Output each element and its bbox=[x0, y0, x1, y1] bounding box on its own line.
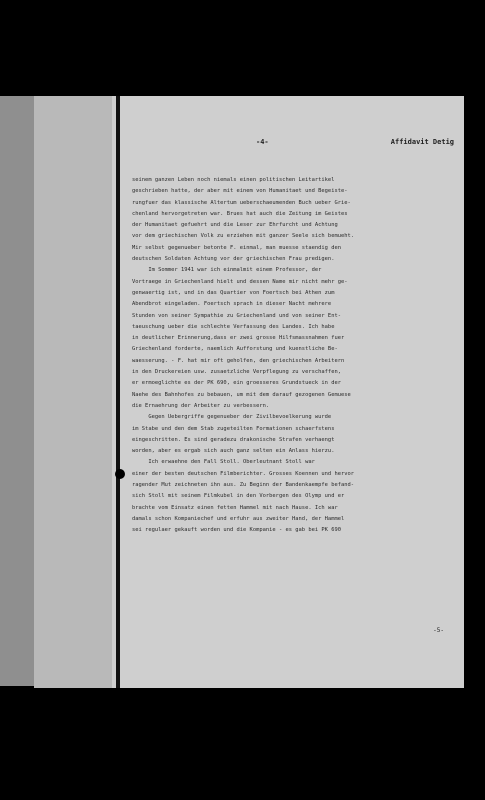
page-left-margin bbox=[34, 96, 114, 688]
text-line: Vortraege in Griechenland hielt und dessen Name mir nicht mehr ge- bbox=[132, 278, 348, 285]
text-line: chenland hervorgetreten war. Brues hat auch die Zeitung im Geistes bbox=[132, 210, 348, 217]
text-line: der Humanitaet gefuehrt und die Leser zur Ehrfurcht und Achtung bbox=[132, 222, 338, 229]
text-line: sich Stoll mit seinem Filmkubel in den Vorbergen des Olymp und er bbox=[132, 493, 345, 500]
text-line: deutschen Soldaten Achtung vor der griechischen Frau predigen. bbox=[132, 256, 335, 263]
text-line: brachte vom Einsatz einen fetten Hammel mit nach Hause. Ich war bbox=[132, 504, 338, 511]
document-title: Affidavit Detig bbox=[390, 138, 454, 146]
binding-edge bbox=[116, 96, 120, 688]
text-line: genwaertig ist, und in das Quartier von Foertsch bei Athen zum bbox=[132, 289, 335, 296]
text-line: vor dem griechischen Volk zu erziehen mit ganzer Seele sich bemueht. bbox=[132, 233, 355, 240]
text-line: Abendbrot eingeladen. Foertsch sprach in dieser Nacht mehrere bbox=[132, 301, 332, 308]
text-line: damals schon Kompaniechef und erfuhr aus zweiter Hand, der Hammel bbox=[132, 515, 345, 522]
next-page-marker: -5- bbox=[433, 627, 444, 634]
text-line: ragender Mut zeichneten ihn aus. Zu Beginn der Bandenkaempfe befand- bbox=[132, 482, 355, 489]
text-line: Mir selbst gegenueber betonte F. einmal, man muesse staendig den bbox=[132, 244, 341, 251]
text-line: Stunden von seiner Sympathie zu Griechenland und von seiner Ent- bbox=[132, 312, 341, 319]
page-number: -4- bbox=[256, 138, 269, 146]
text-line: geschrieben hatte, der aber mit einem von Humanitaet und Begeiste- bbox=[132, 188, 348, 195]
page-header bbox=[112, 138, 464, 150]
text-line: Griechenland forderte, naemlich Aufforstung und kuenstliche Be- bbox=[132, 346, 338, 353]
text-line: Im Sommer 1941 war ich einmalmit einem Professor, der bbox=[132, 267, 322, 274]
text-line: sei regulaer gekauft worden und die Kompanie - es gab bei PK 690 bbox=[132, 527, 341, 534]
text-line: Ich erwaehne den Fall Stoll. Oberleutnant Stoll war bbox=[132, 459, 315, 466]
text-line: die Ernaehrung der Arbeiter zu verbessern. bbox=[132, 402, 270, 409]
text-line: Gegen Uebergriffe gegenueber der Zivilbevoelkerung wurde bbox=[132, 414, 332, 421]
text-line: in deutlicher Erinnerung,dass er zwei grosse Hilfsmassnahmen fuer bbox=[132, 335, 345, 342]
text-line: rungfuer das klassische Altertum ueberschaeumenden Buch ueber Grie- bbox=[132, 199, 351, 206]
text-line: im Stabe und den dem Stab zugeteilten Formationen schaerfstens bbox=[132, 425, 335, 432]
text-line: seinem ganzen Leben noch niemals einen politischen Leitartikel bbox=[132, 177, 335, 183]
text-line: eingeschritten. Es sind geradezu drakonische Strafen verhaengt bbox=[132, 436, 335, 443]
text-line: einer der besten deutschen Filmberichter. Grosses Koennen und hervor bbox=[132, 470, 355, 477]
text-line: worden, aber es ergab sich auch ganz selten ein Anlass hierzu. bbox=[132, 448, 335, 455]
text-line: Naehe des Bahnhofes zu bebauen, um mit dem darauf gezogenen Gemuese bbox=[132, 391, 351, 398]
document-page bbox=[112, 96, 464, 688]
text-line: in den Druckereien usw. zusaetzliche Verpflegung zu verschaffen, bbox=[132, 369, 341, 376]
text-line: taeuschung ueber die schlechte Verfassung des Landes. Ich habe bbox=[132, 323, 335, 330]
body-text bbox=[132, 175, 458, 537]
text-line: er ermoeglichte es der PK 690, ein groesseres Grundstueck in der bbox=[132, 380, 341, 387]
punch-hole bbox=[115, 469, 125, 479]
text-line: waesserung. - F. hat mir oft geholfen, den griechischen Arbeitern bbox=[132, 357, 345, 364]
